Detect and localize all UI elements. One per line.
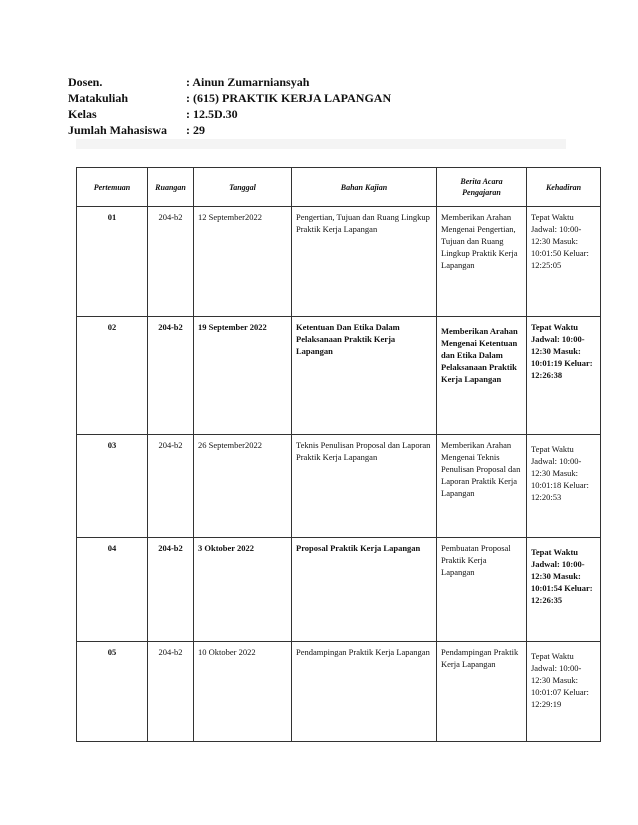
header-label: Kelas: [68, 107, 97, 121]
cell-bahan-kajian: Teknis Penulisan Proposal dan Laporan Praktik Kerja Lapangan: [292, 435, 437, 538]
header-row-matakuliah: [68, 90, 391, 106]
header-value: : Ainun Zumarniansyah: [186, 75, 310, 89]
cell-tanggal: 3 Oktober 2022: [194, 538, 292, 642]
cell-pertemuan: 03: [77, 435, 148, 538]
table-row: [77, 435, 601, 538]
header-label: Dosen.: [68, 75, 103, 89]
header-row-kelas: [68, 106, 391, 122]
cell-pertemuan: 02: [77, 317, 148, 435]
cell-berita-acara: Pembuatan Proposal Praktik Kerja Lapangan: [437, 538, 527, 642]
cell-ruangan: 204-b2: [148, 642, 194, 742]
cell-ruangan: 204-b2: [148, 207, 194, 317]
document-header: [68, 74, 391, 138]
cell-ruangan: 204-b2: [148, 317, 194, 435]
cell-kehadiran: Tepat Waktu Jadwal: 10:00-12:30 Masuk: 10:01:19 Keluar: 12:26:38: [527, 317, 601, 435]
cell-tanggal: 26 September2022: [194, 435, 292, 538]
cell-bahan-kajian: Pendampingan Praktik Kerja Lapangan: [292, 642, 437, 742]
cell-berita-acara: Memberikan Arahan Mengenai Teknis Penulisan Proposal dan Laporan Praktik Kerja Lapangan: [437, 435, 527, 538]
cell-kehadiran: Tepat Waktu Jadwal: 10:00-12:30 Masuk: 10:01:18 Keluar: 12:20:53: [527, 435, 601, 538]
column-header-kehadiran: Kehadiran: [527, 168, 601, 207]
header-value: : (615) PRAKTIK KERJA LAPANGAN: [186, 91, 392, 105]
cell-tanggal: 10 Oktober 2022: [194, 642, 292, 742]
cell-pertemuan: 05: [77, 642, 148, 742]
cell-berita-acara: Pendampingan Praktik Kerja Lapangan: [437, 642, 527, 742]
header-row-dosen: [68, 74, 391, 90]
cell-berita-acara: Memberikan Arahan Mengenai Pengertian, Tujuan dan Ruang Lingkup Praktik Kerja Lapangan: [437, 207, 527, 317]
cell-bahan-kajian: Ketentuan Dan Etika Dalam Pelaksanaan Praktik Kerja Lapangan: [292, 317, 437, 435]
cell-ruangan: 204-b2: [148, 538, 194, 642]
cell-berita-acara: Memberikan Arahan Mengenai Ketentuan dan Etika Dalam Pelaksanaan Praktik Kerja Lapangan: [437, 317, 527, 435]
header-label: Matakuliah: [68, 91, 129, 105]
column-header-berita-acara: Berita Acara Pengajaran: [437, 168, 527, 207]
column-header-bahan-kajian: Bahan Kajian: [292, 168, 437, 207]
cell-bahan-kajian: Pengertian, Tujuan dan Ruang Lingkup Praktik Kerja Lapangan: [292, 207, 437, 317]
header-label: Jumlah Mahasiswa: [68, 123, 168, 137]
cell-tanggal: 19 September 2022: [194, 317, 292, 435]
cell-tanggal: 12 September2022: [194, 207, 292, 317]
cell-kehadiran: Tepat Waktu Jadwal: 10:00-12:30 Masuk: 10:01:54 Keluar: 12:26:35: [527, 538, 601, 642]
schedule-table: [76, 167, 601, 742]
table-header-row: [77, 168, 601, 207]
cell-kehadiran: Tepat Waktu Jadwal: 10:00-12:30 Masuk: 10:01:07 Keluar: 12:29:19: [527, 642, 601, 742]
cell-pertemuan: 04: [77, 538, 148, 642]
cell-bahan-kajian: Proposal Praktik Kerja Lapangan: [292, 538, 437, 642]
separator-band: [76, 139, 566, 149]
cell-kehadiran: Tepat Waktu Jadwal: 10:00-12:30 Masuk: 10:01:50 Keluar: 12:25:05: [527, 207, 601, 317]
table-row: [77, 207, 601, 317]
cell-pertemuan: 01: [77, 207, 148, 317]
column-header-pertemuan: Pertemuan: [77, 168, 148, 207]
header-value: : 12.5D.30: [186, 107, 238, 121]
column-header-ruangan: Ruangan: [148, 168, 194, 207]
cell-ruangan: 204-b2: [148, 435, 194, 538]
table-row: [77, 538, 601, 642]
table-row: [77, 317, 601, 435]
column-header-tanggal: Tanggal: [194, 168, 292, 207]
header-row-jumlah-mahasiswa: [68, 122, 391, 138]
header-value: : 29: [186, 123, 205, 137]
table-row: [77, 642, 601, 742]
